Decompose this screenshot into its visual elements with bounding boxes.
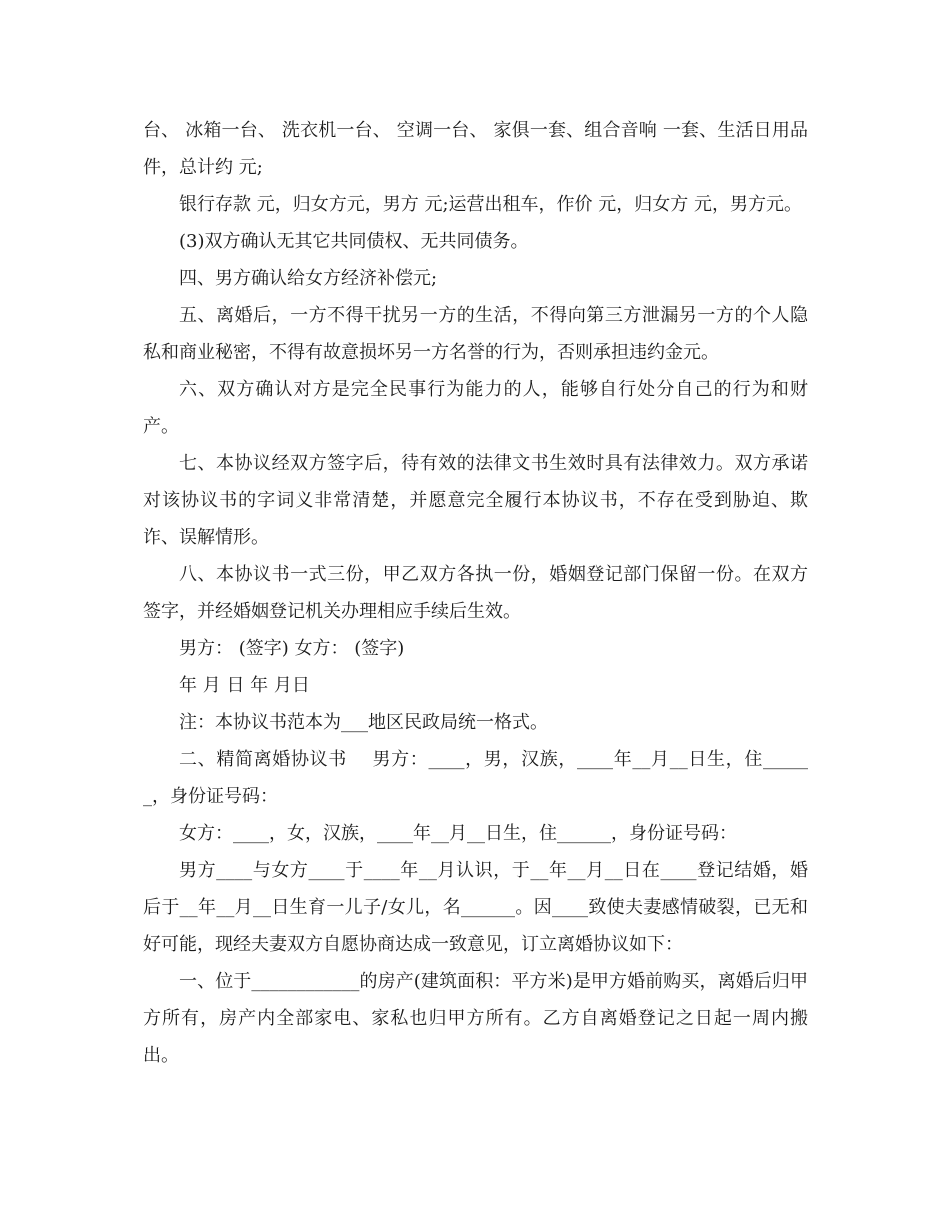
signature-line: 男方： (签字) 女方： (签字) [179,638,405,659]
paragraph-clause-7: 七、本协议经双方签字后，待有效的法律文书生效时具有法律效力。双方承诺对该协议书的字词义非常清楚，并愿意完全履行本协议书，不存在受到胁迫、欺诈、误解情形。 [143,453,808,548]
paragraph-clause-8: 八、本协议书一式三份，甲乙双方各执一份，婚姻登记部门保留一份。在双方签字，并经婚姻登记机关办理相应手续后生效。 [143,564,808,622]
paragraph-appliances: 台、 冰箱一台、 洗衣机一台、 空调一台、 家俱一套、组合音响 一套、生活日用品 件，总计约 元; [143,120,814,178]
paragraph-bank-deposit: 银行存款 元，归女方元，男方 元;运营出租车，作价 元，归女方 元，男方元。 [179,194,802,215]
date-line: 年 月 日 年 月日 [179,675,310,696]
section-2-header: 二、精简离婚协议书 男方：____，男，汉族，____年__月__日生，住______，身份证号码： [143,749,808,807]
note-line: 注：本协议书范本为___地区民政局统一格式。 [179,712,548,733]
paragraph-clause-4: 四、男方确认给女方经济补偿元; [179,268,438,289]
paragraph-clause-5: 五、离婚后，一方不得干扰另一方的生活，不得向第三方泄漏另一方的个人隐私和商业秘密，不得有故意损坏另一方名誉的行为，否则承担违约金元。 [143,305,808,363]
document-body [143,112,814,1074]
party-female-info: 女方：____，女，汉族，____年__月__日生，住______，身份证号码： [179,823,737,844]
paragraph-background: 男方____与女方____于____年__月认识，于__年__月__日在____登记结婚，婚后于__年__月__日生育一儿子/女儿，名______。因____致使夫妻感情破裂，已无和好可能，现经夫妻双方自愿协商达成一致意见，订立离婚协议如下： [143,860,808,955]
paragraph-no-debts: (3)双方确认无其它共同债权、无共同债务。 [179,231,529,252]
paragraph-property: 一、位于____________的房产(建筑面积：平方米)是甲方婚前购买，离婚后归甲方所有，房产内全部家电、家私也归甲方所有。乙方自离婚登记之日起一周内搬出。 [143,971,808,1066]
paragraph-clause-6: 六、双方确认对方是完全民事行为能力的人，能够自行处分自己的行为和财产。 [143,379,808,437]
